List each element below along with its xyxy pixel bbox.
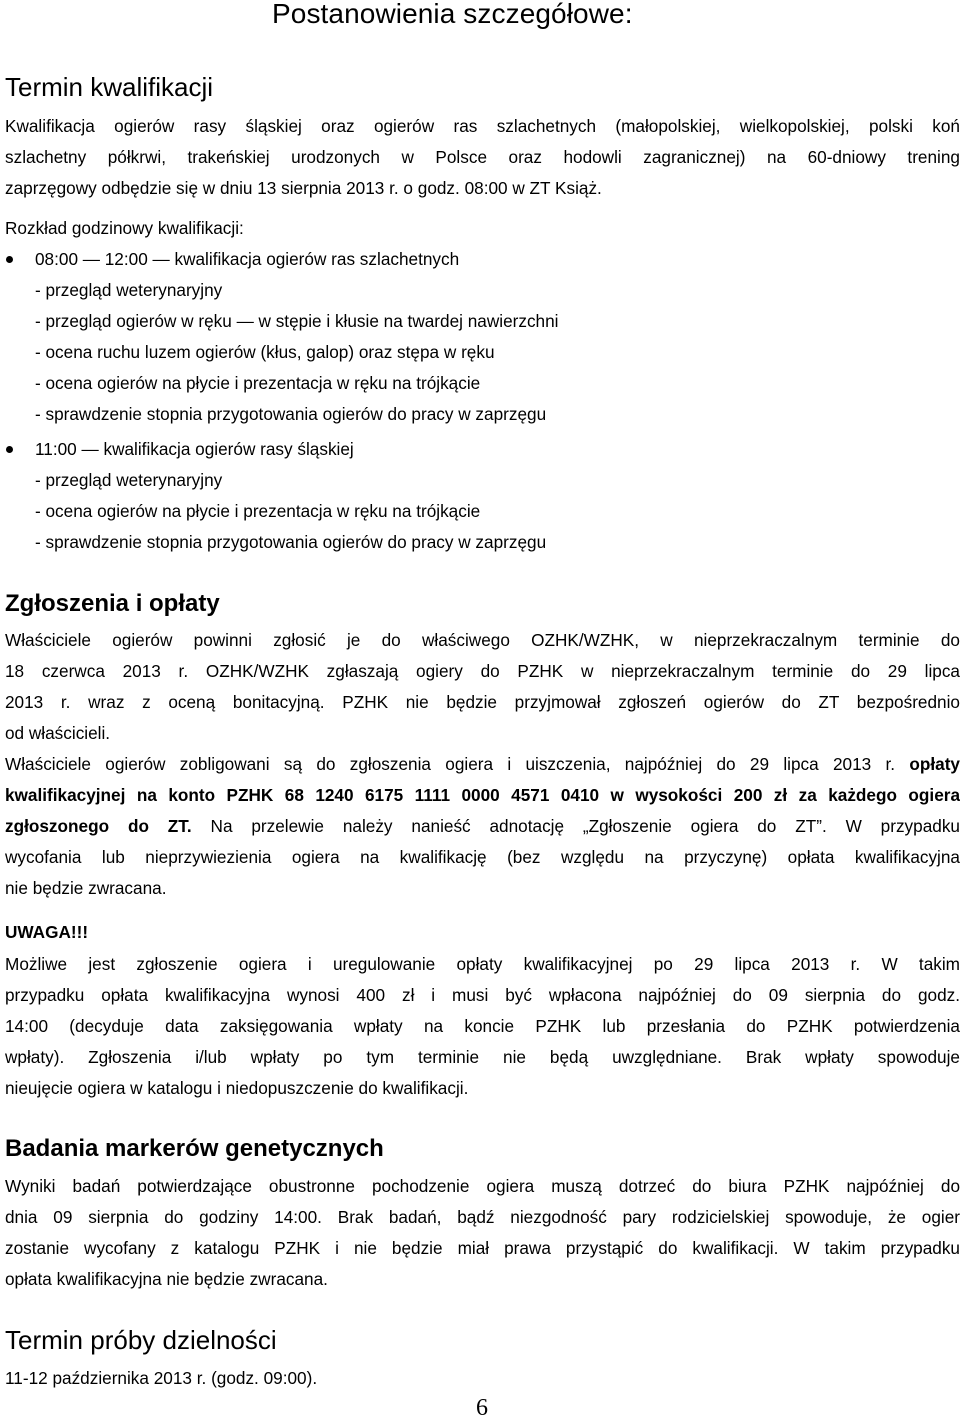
paragraph-line: opłata kwalifikacyjna nie będzie zwracana. [5,1269,328,1289]
heading-proba: Termin próby dzielności [5,1325,277,1355]
schedule-subitem: - przegląd weterynaryjny [35,280,223,300]
paragraph-line: 11-12 października 2013 r. (godz. 09:00). [5,1368,318,1388]
paragraph-line: przypadku opłata kwalifikacyjna wynosi 400 zł i musi być wpłacona najpóźniej do 09 sierpnia do godz. [5,985,960,1005]
schedule-time: 08:00 — 12:00 — kwalifikacja ogierów ras szlachetnych [35,249,460,269]
heading-zgloszenia: Zgłoszenia i opłaty [5,590,220,617]
schedule-subitem: - ocena ruchu luzem ogierów (kłus, galop) oraz stępa w ręku [35,342,495,362]
paragraph-line: szlachetny półkrwi, trakeńskiej urodzonych w Polsce oraz hodowli zagranicznej) na 60-dniowy trening [5,147,960,167]
paragraph-line: wpłaty). Zgłoszenia i/lub wpłaty po tym terminie nie będą uwzględniane. Brak wpłaty spowoduje [5,1047,960,1067]
schedule-subitem: - ocena ogierów na płycie i prezentacja w ręku na trójkącie [35,373,481,393]
paragraph-line: zaprzęgowy odbędzie się w dniu 13 sierpnia 2013 r. o godz. 08:00 w ZT Książ. [5,178,602,198]
text-bold: kwalifikacyjnej na konto PZHK 68 1240 6175 1111 0000 4571 0410 w wysokości 200 zł za każdego ogiera [5,785,960,805]
paragraph-line: od właścicieli. [5,723,111,743]
paragraph-line: zostanie wycofany z katalogu PZHK i nie będzie miał prawa przystąpić do kwalifikacji. W takim przypadku [5,1238,960,1258]
proba-paragraph [5,1363,960,1394]
bullet-icon [6,446,13,453]
paragraph-line [5,780,960,811]
text-bold: opłaty [909,754,960,774]
page-title: Postanowienia szczegółowe: [272,0,633,29]
paragraph-line [5,811,960,842]
paragraph-line: dnia 09 sierpnia do godziny 14:00. Brak badań, bądź niezgodność pary rodzicielskiej spowoduje, że ogier [5,1207,960,1227]
paragraph-line: 14:00 (decyduje data zaksięgowania wpłaty na koncie PZHK lub przesłania do PZHK potwierdzenia [5,1016,960,1036]
schedule-subitem: - sprawdzenie stopnia przygotowania ogierów do pracy w zaprzęgu [35,532,547,552]
schedule-subitem: - ocena ogierów na płycie i prezentacja w ręku na trójkącie [35,501,481,521]
schedule-label: Rozkład godzinowy kwalifikacji: [5,218,244,238]
paragraph-line [5,749,960,780]
paragraph-line: Właściciele ogierów powinni zgłosić je do właściwego OZHK/WZHK, w nieprzekraczalnym terminie do [5,630,960,650]
text-normal: Na przelewie należy nanieść adnotację „Zgłoszenie ogiera do ZT”. W przypadku [191,816,960,836]
paragraph-line: 2013 r. wraz z oceną bonitacyjną. PZHK nie będzie przyjmował zgłoszeń ogierów do ZT bezpośrednio [5,692,960,712]
text-bold: zgłoszonego do ZT. [5,816,192,836]
termin-paragraph [5,111,960,204]
schedule-subitem: - przegląd ogierów w ręku — w stępie i kłusie na twardej nawierzchni [35,311,559,331]
zgloszenia-paragraph-3 [5,949,960,1104]
paragraph-line: 18 czerwca 2013 r. OZHK/WZHK zgłaszają ogiery do PZHK w nieprzekraczalnym terminie do 29 lipca [5,661,960,681]
paragraph-line: nie będzie zwracana. [5,878,167,898]
badania-paragraph [5,1171,960,1295]
schedule-subitem: - przegląd weterynaryjny [35,470,223,490]
uwaga-text: UWAGA!!! [5,922,89,942]
bullet-icon [6,256,13,263]
heading-badania: Badania markerów genetycznych [5,1135,384,1162]
paragraph-line: Kwalifikacja ogierów rasy śląskiej oraz ogierów ras szlachetnych (małopolskiej, wielkopolskiej, polski koń [5,116,960,136]
schedule-item [5,434,559,465]
schedule [5,213,559,558]
schedule-subitem: - sprawdzenie stopnia przygotowania ogierów do pracy w zaprzęgu [35,404,547,424]
zgloszenia-paragraph-2 [5,749,960,904]
heading-termin-kwalifikacji: Termin kwalifikacji [5,72,214,102]
schedule-item [5,244,559,275]
paragraph-line: Wyniki badań potwierdzające obustronne pochodzenie ogiera muszą dotrzeć do biura PZHK najpóźniej do [5,1176,960,1196]
page-number: 6 [476,1395,488,1421]
paragraph-line: nieujęcie ogiera w katalogu i niedopuszczenie do kwalifikacji. [5,1078,469,1098]
zgloszenia-paragraph-1 [5,625,960,749]
text-normal: Właściciele ogierów zobligowani są do zgłoszenia ogiera i uiszczenia, najpóźniej do 29 lipca 2013 r. [5,754,910,774]
paragraph-line: Możliwe jest zgłoszenie ogiera i uregulowanie opłaty kwalifikacyjnej po 29 lipca 2013 r. W takim [5,954,960,974]
uwaga-label [5,917,960,948]
paragraph-line: wycofania lub nieprzywiezienia ogiera na kwalifikację (bez względu na przyczynę) opłata kwalifikacyjna [5,847,960,867]
schedule-time: 11:00 — kwalifikacja ogierów rasy śląskiej [35,439,354,459]
